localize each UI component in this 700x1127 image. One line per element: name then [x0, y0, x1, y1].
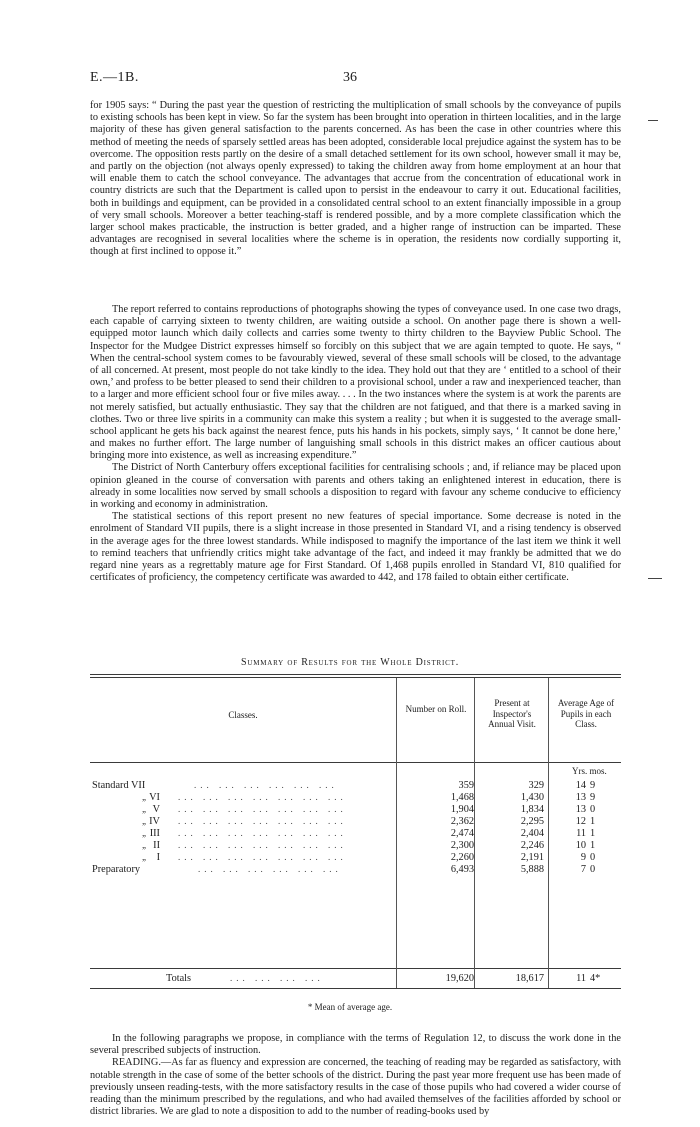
leader-dots: ... ... ... ... ... ... ... [178, 828, 347, 838]
row-label: V [152, 804, 160, 815]
present-cell: 5,888 [520, 864, 544, 875]
header-age: Average Age of Pupils in each Class. [557, 698, 615, 729]
paragraph-1: for 1905 says: “ During the past year the question of restricting the multiplication of small schools by the conveyance of pupils to existing schools has been kept in view. So far the system has been brought into operation in thirteen localities, and in the large majority of these has given general satisfaction to the parents concerned. As has been the case in other countries where this method of meeting the needs of sparsely settled areas has been adopted, considerable local prejudice against the system has to be overcome. The opposition rests partly on the desire of a small detached settlement for its own school, however small it may be, and partly on the objection (not always openly expressed) to taking the children away from home employment at an hour that will enable them to catch the school conveyance. The advantages that accrue from the concentration of educational work in country districts are such that the Department is called upon to persist in the endeavour to carry it out. Educational facilities, both in buildings and equipment, can be provided in a consolidated central school to an extent financially impossible in a group of very small schools. Moreover a better teaching-staff is rendered possible, and by a more complete classification which the larger school makes practicable, the instruction is better graded, and a higher range of instruction can be imparted. These advantages are recognised in several localities where the scheme is in operation, the residents now cordially supporting it, though at first inclined to oppose it.” [90, 100, 621, 258]
present-cell: 329 [528, 780, 544, 791]
header-roll: Number on Roll. [405, 704, 467, 714]
roll-cell: 359 [458, 780, 474, 791]
roll-cell: 1,904 [450, 804, 474, 815]
page-number: 36 [343, 70, 357, 85]
table-row [90, 840, 621, 852]
table-row [90, 852, 621, 864]
leader-dots: ... ... ... ... [230, 973, 324, 983]
table-title: Summary of Results for the Whole District. [240, 657, 459, 668]
roll-cell: 2,260 [450, 852, 474, 863]
present-cell: 2,246 [520, 840, 544, 851]
roll-cell: 2,474 [450, 828, 474, 839]
table-row [90, 780, 621, 792]
age-years-cell: 14 [575, 780, 586, 791]
age-years-cell: 13 [575, 804, 586, 815]
table-row [90, 804, 621, 816]
paragraph-5: In the following paragraphs we propose, in compliance with the terms of Regulation 12, to discuss the work done in the several prescribed subjects of instruction. [90, 1033, 621, 1057]
table-row [90, 864, 621, 876]
summary-table [90, 674, 621, 997]
age-months-cell: 0 [590, 852, 596, 863]
present-cell: 2,295 [520, 816, 544, 827]
paragraph-4: The statistical sections of this report present no new features of special importance. Some decrease is noted in the enrolment of Standard VII pupils, there is a slight increase in those presented in Standard VI, and a rising tendency is observed in the average ages for the three lowest standards. While indisposed to magnify the importance of the last item we think it well to remind teachers that unfriendly critics might take advantage of the fact, and indeed it may frankly be admitted that we do regard nine years as a regrettably mature age for First Standard. Of 1,468 pupils enrolled in Standard VI, 810 qualified for certificates of proficiency, the competency certificate was awarded to 442, and 178 failed to obtain either certificate. [90, 511, 621, 584]
totals-top-rule [90, 968, 621, 969]
leader-dots: ... ... ... ... ... ... ... [178, 840, 347, 850]
row-label: I [156, 852, 160, 863]
total-roll-cell: 19,620 [445, 973, 474, 984]
table-top-rule-double [90, 677, 621, 678]
middle-paragraphs [90, 304, 621, 584]
margin-mark [648, 120, 658, 121]
row-label: Preparatory [92, 864, 141, 875]
margin-mark [648, 578, 662, 579]
age-months-cell: 1 [590, 816, 596, 827]
table-row [90, 792, 621, 804]
present-cell: 2,404 [520, 828, 544, 839]
paragraph-6: READING.—As far as fluency and expression are concerned, the teaching of reading may be regarded as satisfactory, with notable strength in the case of some of the better schools of the district. During the past year more frequent use has been made of previously unseen reading-tests, with the more satisfactory results in the case of those pupils who had covered a wider course of reading than the minimum prescribed by the regulations, and who had availed themselves of the facilities afforded by school or district libraries. We are glad to note a disposition to add to the number of reading-books used by [90, 1057, 621, 1118]
header-classes: Classes. [228, 710, 258, 720]
roll-cell: 6,493 [450, 864, 474, 875]
ditto-mark: „ [142, 804, 148, 814]
quote-paragraph [90, 100, 621, 258]
leader-dots: ... ... ... ... ... ... [198, 864, 342, 874]
table-footnote: * Mean of average age. [307, 1002, 393, 1012]
age-months-cell: 0 [590, 864, 596, 875]
row-label: IV [149, 816, 160, 827]
table-top-rule [90, 674, 621, 675]
ditto-mark: „ [142, 828, 148, 838]
roll-cell: 2,362 [450, 816, 474, 827]
paragraph-2: The report referred to contains reproductions of photographs showing the types of conveyance used. In one case two drags, each capable of carrying sixteen to twenty children, are waiting outside a school. On another page there is shown a well-equipped motor launch which daily collects and carries some twenty to thirty children to the Bayview Public School. The Inspector for the Mudgee District expresses himself so forcibly on this subject that we are again tempted to quote. He says, “ When the central-school system comes to be favourably viewed, several of these small schools will be closed, to the advantage of all concerned. At present, most people do not take kindly to the idea. They hold out that they are ‘ entitled to a school of their own,’ and profess to be better pleased to send their children to a provisional school, under a raw and inexperienced teacher, than to a larger and more efficient school four or five miles away. . . . In the two instances where the system is at work the parents are not merely satisfied, but actually enthusiastic. They say that the children are not fatigued, and that there is a marked saving in clothes. Two or three live spirits in a community can make this system a reality ; but when it is suggested to the average small-school applicant he gets his back against the nearest fence, puts his hands in his pockets, simply says, ‘ It cannot be done here,’ and makes no further effort. The large number of languishing small schools in this district makes an officer cautious about bringing more into existence, as well as increasing expenditure.” [90, 304, 621, 462]
header-bottom-rule [90, 762, 621, 763]
leader-dots: ... ... ... ... ... ... [194, 780, 338, 790]
leader-dots: ... ... ... ... ... ... ... [178, 852, 347, 862]
age-months-cell: 9 [590, 780, 596, 791]
present-cell: 2,191 [520, 852, 544, 863]
age-years-cell: 13 [575, 792, 586, 803]
row-label: VI [149, 792, 160, 803]
age-units: Yrs. mos. [572, 766, 607, 776]
row-label: III [149, 828, 160, 839]
ditto-mark: „ [142, 840, 148, 850]
roll-cell: 1,468 [450, 792, 474, 803]
age-months-cell: 9 [590, 792, 596, 803]
present-cell: 1,834 [520, 804, 544, 815]
row-label: Standard VII [92, 780, 146, 791]
age-years-cell: 11 [576, 828, 586, 839]
age-years-cell: 9 [580, 852, 586, 863]
leader-dots: ... ... ... ... ... ... ... [178, 804, 347, 814]
ditto-mark: „ [142, 852, 148, 862]
age-months-cell: 0 [590, 804, 596, 815]
leader-dots: ... ... ... ... ... ... ... [178, 792, 347, 802]
totals-row [90, 973, 621, 985]
totals-label: Totals [166, 973, 192, 984]
present-cell: 1,430 [520, 792, 544, 803]
leader-dots: ... ... ... ... ... ... ... [178, 816, 347, 826]
report-code: E.—1B. [90, 70, 139, 85]
total-age-years-cell: 11 [576, 973, 586, 984]
total-age-months-cell: 4* [590, 973, 601, 984]
age-years-cell: 7 [580, 864, 586, 875]
table-row [90, 816, 621, 828]
roll-cell: 2,300 [450, 840, 474, 851]
paragraph-3: The District of North Canterbury offers exceptional facilities for centralising schools ; and, if reliance may be placed upon opinion gleaned in the course of conversation with parents and others taking an enlightened interest in education, there is already in some localities now served by small schools a disposition to regard with favour any scheme conducive to efficiency in working and economy in administration. [90, 462, 621, 510]
ditto-mark: „ [142, 792, 148, 802]
table-row [90, 828, 621, 840]
age-years-cell: 12 [575, 816, 586, 827]
header-present: Present at Inspector's Annual Visit. [488, 698, 536, 729]
ditto-mark: „ [142, 816, 148, 826]
total-present-cell: 18,617 [515, 973, 544, 984]
age-months-cell: 1 [590, 840, 596, 851]
bottom-paragraphs [90, 1033, 621, 1118]
age-years-cell: 10 [575, 840, 586, 851]
row-label: II [153, 840, 160, 851]
table-bottom-rule [90, 988, 621, 989]
age-months-cell: 1 [590, 828, 596, 839]
